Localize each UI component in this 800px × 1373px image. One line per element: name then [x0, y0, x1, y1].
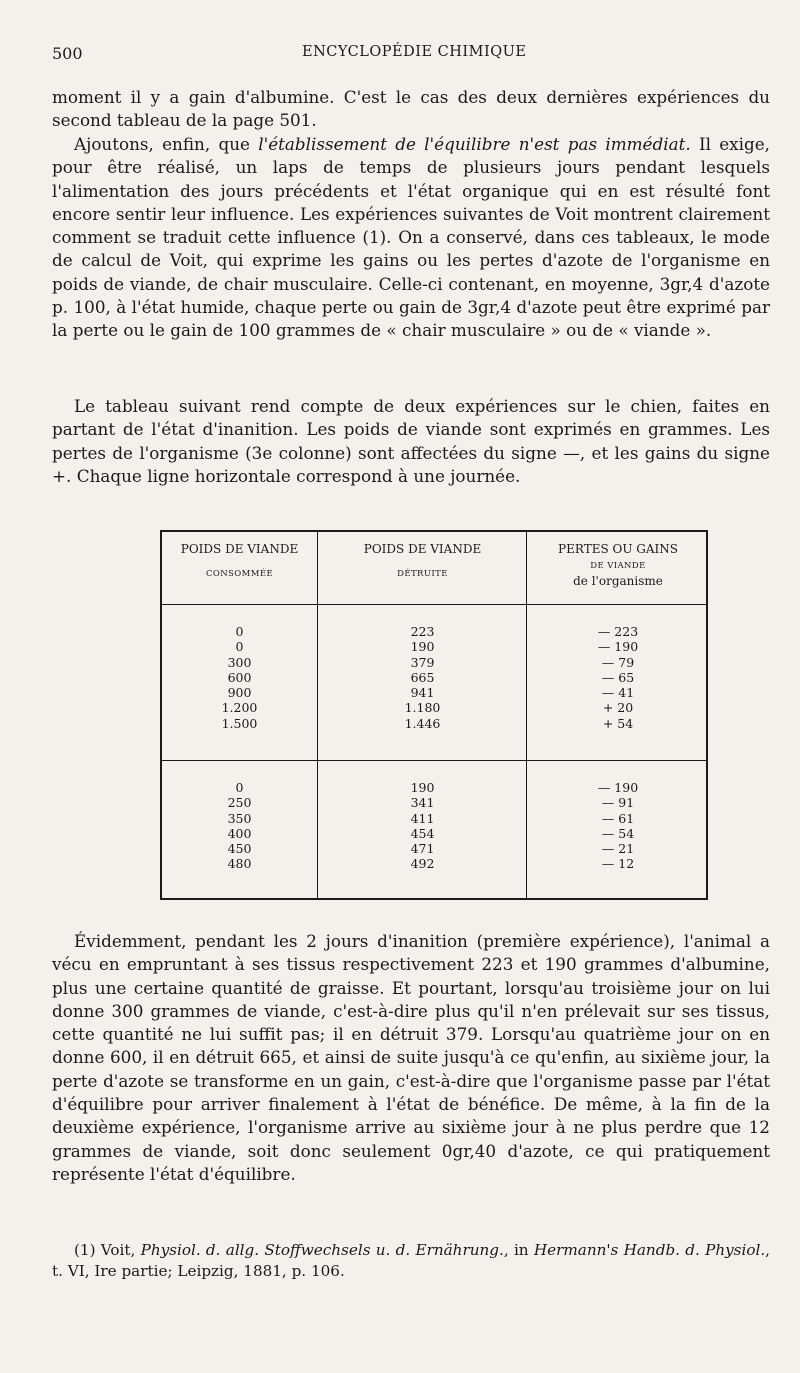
header-consommee: POIDS DE VIANDE CONSOMMÉE: [180, 542, 299, 579]
table-cell: 0: [235, 639, 244, 655]
header-pertes-gains: PERTES OU GAINS DE VIANDE de l'organisme: [558, 542, 678, 588]
table-cell: 250: [227, 795, 252, 811]
table-cell: 190: [410, 780, 435, 795]
table-cell: 379: [410, 654, 435, 670]
table-cell: 190: [410, 639, 435, 655]
experiment-separator: [162, 760, 706, 761]
table-cell: 600: [227, 669, 252, 685]
table-cell: — 79: [601, 654, 635, 670]
table-cell: — 12: [601, 856, 635, 872]
paragraph-2-emphasis: l'établissement de l'équilibre n'est pas immédiat.: [258, 134, 691, 154]
table-cell: 1.500: [221, 715, 258, 731]
table-cell: 1.200: [221, 700, 258, 716]
footnote-text: , in: [503, 1241, 534, 1260]
table-cell: 1.446: [404, 715, 441, 731]
header-detruite: POIDS DE VIANDE DÉTRUITE: [363, 542, 482, 579]
table-cell: — 54: [601, 825, 635, 841]
exp2-detruite-column: [319, 780, 526, 872]
table-cell: 450: [227, 841, 252, 857]
footnote-title: Physiol. d. allg. Stoffwechsels u. d. Ernährung.: [140, 1241, 504, 1260]
table-cell: + 20: [602, 700, 634, 716]
footnote-source: Hermann's Handb. d. Physiol.: [533, 1241, 766, 1260]
table-cell: 0: [235, 780, 244, 795]
table-cell: — 91: [601, 795, 635, 811]
data-table: [160, 530, 708, 900]
paragraph-4: Évidemment, pendant les 2 jours d'inanition (première expérience), l'animal a vécu en empruntant à ses tissus respectivement 223 et 190 grammes d'albumine, plus une certaine quantité de graisse. Et pourtant, lorsqu'au troisième jour on lui donne 300 grammes de viande, c'est-à-dire plus qu'il n'en prélevait sur ses tissus, cette quantité ne lui suffit pas; il en détruit 379. Lorsqu'au quatrième jour on en donne 600, il en détruit 665, et ainsi de suite jusqu'à ce qu'enfin, au sixième jour, la perte d'azote se transforme en un gain, c'est-à-dire que l'organisme passe par l'état d'équilibre pour arriver finalement à l'état de bénéfice. De même, à la fin de la deuxième expérience, l'organisme arrive au sixième jour à ne plus perdre que 12 grammes de viande, soit donc seulement 0gr,40 d'azote, ce qui pratiquement représente l'état d'équilibre.: [52, 931, 770, 1184]
running-title: ENCYCLOPÉDIE CHIMIQUE: [302, 44, 527, 60]
paragraph-3: Le tableau suivant rend compte de deux expériences sur le chien, faites en partant de l'état d'inanition. Les poids de viande sont exprimés en grammes. Les pertes de l'organisme (3e colonne) sont affectées du signe —, et les gains du signe +. Chaque ligne horizontale correspond à une journée.: [52, 396, 770, 486]
paragraph-2: [52, 133, 770, 343]
table-cell: 454: [410, 825, 435, 841]
exp1-pertes-gains-column: [528, 624, 708, 731]
paragraph-2-rest: Il exige, pour être réalisé, un laps de temps de plusieurs jours pendant lesquels l'alimentation des jours précédents et l'état organique qui en est résulté font encore sentir leur influence. Les expériences suivantes de Voit montrent clairement comment se traduit cette influence (1). On a conservé, dans ces tableaux, le mode de calcul de Voit, qui exprime les gains ou les pertes d'azote de l'organisme en poids de viande, de chair musculaire. Celle-ci contenant, en moyenne, 3gr,4 d'azote p. 100, à l'état humide, chaque perte ou gain de 3gr,4 d'azote peut être exprimé par la perte ou le gain de 100 grammes de « chair musculaire » ou de « viande ».: [52, 134, 771, 341]
footnote-text: , t. VI, Ire partie; Leipzig, 1881, p. 106.: [52, 1241, 770, 1281]
table-cell: 341: [410, 795, 435, 811]
table-cell: 300: [227, 654, 252, 670]
exp1-consommee-column: [162, 624, 317, 731]
table-cell: — 190: [597, 639, 639, 655]
exp1-detruite-column: [319, 624, 526, 731]
table-cell: 0: [235, 624, 244, 639]
column-divider: [526, 532, 527, 898]
footnote: [52, 1240, 770, 1282]
table-cell: 400: [227, 825, 252, 841]
footnote-text: Voit,: [95, 1241, 141, 1260]
table-cell: 492: [410, 856, 435, 872]
table-cell: 223: [410, 624, 435, 639]
table-cell: — 41: [601, 685, 635, 701]
paragraph-1: moment il y a gain d'albumine. C'est le cas des deux dernières expériences du second tableau de la page 501.: [52, 87, 770, 131]
header-separator: [162, 604, 706, 605]
table-cell: 665: [410, 669, 435, 685]
exp2-consommee-column: [162, 780, 317, 872]
table-cell: 350: [227, 810, 252, 826]
table-cell: 1.180: [404, 700, 441, 716]
page-number: 500: [52, 44, 83, 63]
paragraph-2-start: Ajoutons, enfin, que: [74, 134, 259, 154]
table-cell: — 65: [601, 669, 635, 685]
table-cell: + 54: [602, 715, 634, 731]
page-header: [52, 44, 770, 66]
table-cell: 941: [410, 685, 435, 701]
table-cell: 480: [227, 856, 252, 872]
table-cell: — 21: [601, 841, 635, 857]
table-cell: — 223: [597, 624, 639, 639]
table-cell: 471: [410, 841, 435, 857]
table-cell: — 190: [597, 780, 639, 795]
column-divider: [317, 532, 318, 898]
table-cell: 900: [227, 685, 252, 701]
exp2-pertes-gains-column: [528, 780, 708, 872]
table-cell: 411: [410, 810, 435, 826]
table-cell: — 61: [601, 810, 635, 826]
footnote-marker: (1): [74, 1241, 96, 1260]
